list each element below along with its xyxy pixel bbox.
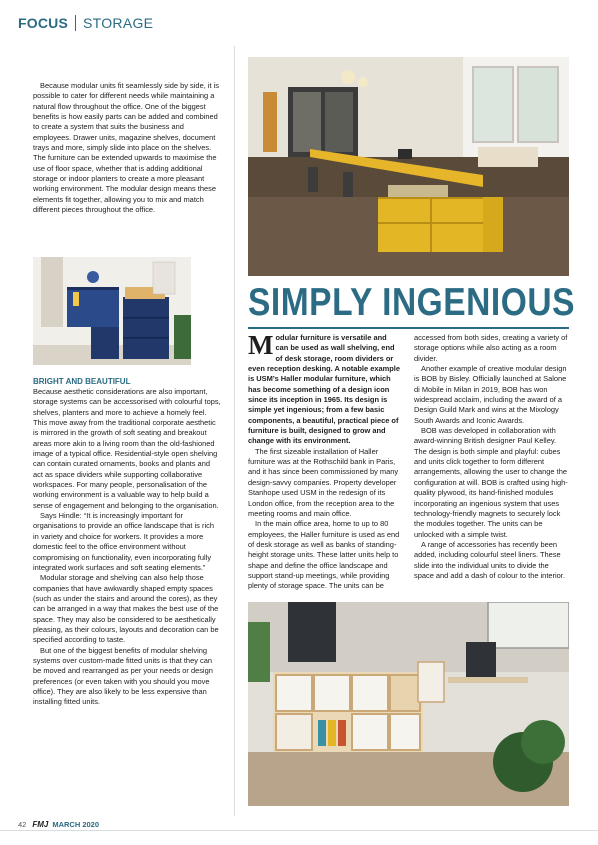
page-number: 42 <box>18 820 27 829</box>
intro-paragraph: Because modular units fit seamlessly side by side, it is possible to cater for different needs while maintaining a natural flow throughout the office. One of the biggest benefits is how easily parts can be added and combined to create a system that suits the business and employees. Drawer units, magazine shelves, document trays and more, simply slide into place on the shelves. The furniture can be extended upwards to maximise the use of floor space, whether that is adding additional storage or indoor planters to create a more pleasant working environment. The modular design means these elements fit together, allowing you to mix and match different pieces throughout the office. <box>33 81 219 215</box>
photo-plywood-units <box>248 602 569 806</box>
body-paragraph: In the main office area, home to up to 80 employees, the Haller furniture is used as end of desk storage as well as banks of standing-height storage units. These latter units help to shape and define the office landscape and support stand-up meetings, while providing plenty of storage space. The units can be <box>248 519 400 591</box>
photo-yellow-office <box>248 57 569 276</box>
issue-date: MARCH 2020 <box>52 820 100 829</box>
page-footer <box>18 820 99 829</box>
left-column-main <box>33 376 221 708</box>
body-paragraph: But one of the biggest benefits of modular shelving systems over custom-made fitted units is that they can be moved and rearranged as per your needs or design preferences (or even taken with you should you move office). They are also likely to be less expensive than installing fitted units. <box>33 645 213 707</box>
body-paragraph: Says Hindle: “It is increasingly important for organisations to provide an office landscape that is rich in variety and choice for workers. It provides a more domestic feel to the office environment without compromising on functionality, even incorporating fully integrated work surfaces and soft seating elements.” <box>33 511 214 572</box>
body-paragraph: Another example of creative modular design is BOB by Bisley. Officially launched at Salone di Mobile in Milan in 2019, BOB has won widespread acclaim, including the award of a Design Guild Mark and wins at the Mixology South Awards and Iconic Awards. <box>414 364 567 425</box>
plywood-units-illustration <box>248 602 569 806</box>
magazine-logo: FMJ <box>32 820 49 829</box>
body-paragraph: BOB was developed in collaboration with award-winning British designer Paul Kelley. The design is both simple and playful: cubes and units click together to form different arrangements, allowing the user to change the configuration at will. BOB is crafted using high-quality plywood, its hand-finished modules incorporating an ingenious system that uses technology-friendly magnets to securely lock the modules together. The units can be unlocked with a simple twist. <box>414 426 568 539</box>
lead-text: odular furniture is versatile and can be used as wall shelving, end of desk storage, room dividers or even reception desking. A notable example is USM’s Haller modular furniture, which has become something of a design icon since its inception in 1965. Its design is simple yet ingenious; from a few basic components, a beautiful, practical piece of furniture is built, designed to grow and change with its environment. <box>248 333 400 446</box>
middle-column <box>248 330 400 592</box>
navy-storage-illustration <box>33 257 191 365</box>
right-column <box>414 333 570 581</box>
article-title: SIMPLY INGENIOUS <box>248 281 575 324</box>
title-underline <box>248 327 569 329</box>
body-paragraph: accessed from both sides, creating a variety of storage options while also acting as a room divider. <box>414 333 568 363</box>
subhead-bright-beautiful: BRIGHT AND BEAUTIFUL <box>33 377 131 386</box>
yellow-office-illustration <box>248 57 569 276</box>
body-paragraph: Because aesthetic considerations are also important, storage systems can be accessorised with colourful tops, shelves, planters and more to achieve a homely feel. This move away from the traditional corporate aesthetic is mirrored in the growth of soft seating and breakout areas more akin to a living room than the old-fashioned image of a typical office. Residential-style open shelving can contain curated ornaments, books and plants and act as space dividers while supporting collaborative workspaces. For many people, personalisation of the working environment is a valuable way to help build a sense of engagement and belonging to the organisation. <box>33 387 221 510</box>
photo-navy-storage <box>33 257 191 365</box>
footer-rule <box>0 830 598 831</box>
page-header <box>18 12 153 34</box>
column-divider <box>234 46 235 816</box>
header-divider <box>75 15 76 31</box>
section-name-label: STORAGE <box>83 15 154 31</box>
body-paragraph: The first sizeable installation of Haller furniture was at the Rothschild bank in Paris, and it has since been commissioned by many design-savvy companies. Property developer Stanhope used USM in the redesign of its London office, from the reception area to the meeting rooms and main office. <box>248 446 399 518</box>
section-focus-label: FOCUS <box>18 15 68 31</box>
body-paragraph: A range of accessories has recently been added, including colourful steel liners. These slide into the individual units to divide the space and add a dash of colour to the interior. <box>414 539 565 580</box>
left-column-intro <box>33 81 221 215</box>
lead-paragraph <box>248 330 400 447</box>
body-paragraph: Modular storage and shelving can also help those companies that have awkwardly shaped empty spaces (such as under the stairs and around the cores), as they can be arranged in a way that makes the best use of the space. They may also be considered to be aesthetically pleasing, as their colours, layouts and decoration can be specified according to taste. <box>33 573 219 645</box>
drop-cap: M <box>248 330 274 360</box>
